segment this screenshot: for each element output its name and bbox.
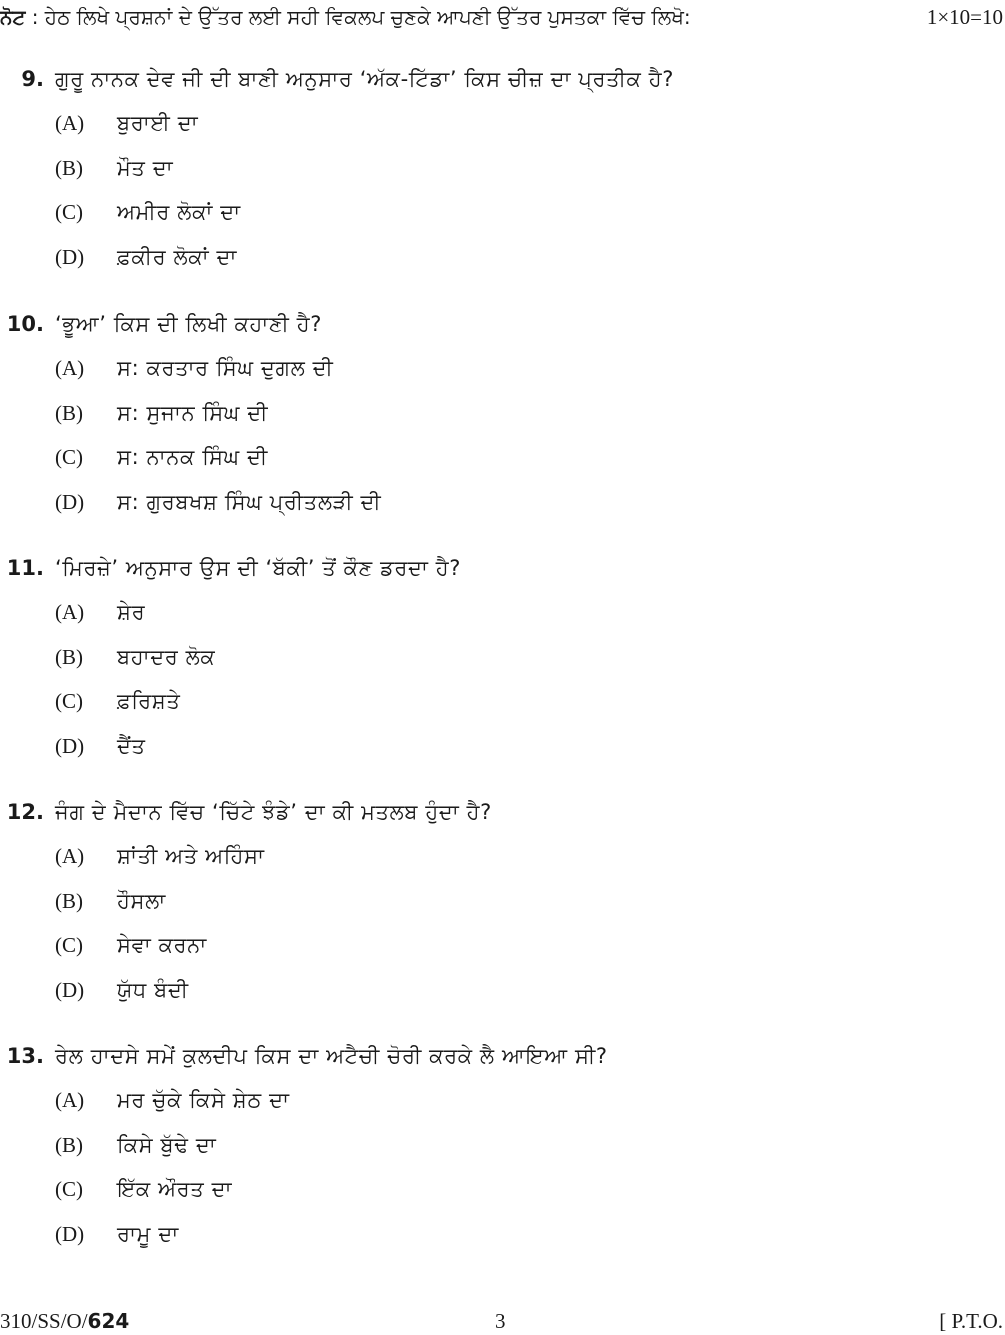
option-text: ਮਰ ਚੁੱਕੇ ਕਿਸੇ ਸ਼ੇਠ ਦਾ [117,1088,290,1112]
option-b [0,398,1005,443]
option-b [0,886,1005,931]
paper-code-number: 624 [87,1309,130,1333]
note-label: ਨੋਟ [0,5,26,29]
question-text: ‘ਮਿਰਜ਼ੇ’ ਅਨੁਸਾਰ ਉਸ ਦੀ ‘ਬੱਕੀ’ ਤੋਂ ਕੌਣ ਡਰਦਾ ਹੈ? [55,556,461,580]
option-key: (A) [55,600,85,624]
option-a [0,597,1005,642]
option-c [0,197,1005,242]
option-text: ਇੱਕ ਔਰਤ ਦਾ [117,1177,233,1201]
option-text: ਦੈਂਤ [117,733,146,758]
question-number: 9. [21,67,44,91]
option-text: ਹੌਸਲਾ [117,888,166,913]
option-key: (B) [55,644,83,669]
option-key: (D) [55,733,85,758]
option-c [0,442,1005,487]
option-list [0,597,1005,775]
option-c [0,1174,1005,1219]
option-c [0,930,1005,975]
question-12 [0,797,1005,1019]
option-text: ਬਹਾਦਰ ਲੋਕ [117,644,216,669]
option-a [0,353,1005,398]
option-text: ਸ: ਕਰਤਾਰ ਸਿੰਘ ਦੁਗਲ ਦੀ [117,356,334,380]
question-number: 13. [6,1044,44,1068]
option-key: (C) [55,1177,83,1201]
question-number: 11. [6,556,44,580]
option-a [0,108,1005,153]
question-13 [0,1041,1005,1263]
option-text: ਕਿਸੇ ਬੁੱਢੇ ਦਾ [117,1132,217,1157]
option-text: ਯੁੱਧ ਬੰਦੀ [117,977,189,1002]
option-key: (A) [55,356,85,380]
option-key: (D) [55,977,85,1002]
question-text: ‘ਭੂਆ’ ਕਿਸ ਦੀ ਲਿਖੀ ਕਹਾਣੀ ਹੈ? [55,312,322,336]
option-text: ਬੁਰਾਈ ਦਾ [117,111,199,135]
option-list [0,1085,1005,1263]
question-10 [0,309,1005,531]
option-d [0,242,1005,287]
option-a [0,1085,1005,1130]
option-b [0,642,1005,687]
note-text: : ਹੇਠ ਲਿਖੇ ਪ੍ਰਸ਼ਨਾਂ ਦੇ ਉੱਤਰ ਲਈ ਸਹੀ ਵਿਕਲਪ ਚੁਣਕੇ ਆਪਣੀ ਉੱਤਰ ਪੁਸਤਕਾ ਵਿੱਚ ਲਿਖੋ: [31,5,691,29]
option-key: (B) [55,1132,83,1157]
instruction-note [0,4,1005,30]
option-d [0,731,1005,776]
option-text: ਸੇਵਾ ਕਰਨਾ [117,933,207,957]
option-key: (B) [55,155,83,180]
paper-code [0,1307,129,1335]
option-text: ਅਮੀਰ ਲੋਕਾਂ ਦਾ [117,200,241,224]
option-text: ਫ਼ਰਿਸ਼ਤੇ [117,689,181,713]
option-a [0,841,1005,886]
option-key: (B) [55,400,83,425]
option-c [0,686,1005,731]
option-d [0,487,1005,532]
paper-code-prefix: 310/SS/O/ [0,1309,88,1333]
option-text: ਫ਼ਕੀਰ ਲੋਕਾਂ ਦਾ [117,244,237,269]
question-number: 12. [6,800,44,824]
option-list [0,841,1005,1019]
option-list [0,353,1005,531]
option-d [0,975,1005,1020]
option-text: ਸ਼ੇਰ [117,600,146,624]
option-key: (D) [55,244,85,269]
marks-allocation: 1×10=10 [926,5,1003,29]
question-text: ਜੰਗ ਦੇ ਮੈਦਾਨ ਵਿੱਚ ‘ਚਿੱਟੇ ਝੰਡੇ’ ਦਾ ਕੀ ਮਤਲਬ ਹੁੰਦਾ ਹੈ? [55,800,492,824]
question-text: ਗੁਰੂ ਨਾਨਕ ਦੇਵ ਜੀ ਦੀ ਬਾਣੀ ਅਨੁਸਾਰ ‘ਅੱਕ-ਟਿੱਡਾ’ ਕਿਸ ਚੀਜ਼ ਦਾ ਪ੍ਰਤੀਕ ਹੈ? [55,67,674,91]
option-key: (A) [55,111,85,135]
option-key: (D) [55,1221,85,1246]
question-number: 10. [6,312,44,336]
option-text: ਸ: ਨਾਨਕ ਸਿੰਘ ਦੀ [117,445,268,469]
option-key: (C) [55,200,83,224]
option-b [0,153,1005,198]
question-9 [0,64,1005,286]
option-key: (D) [55,489,85,514]
question-text: ਰੇਲ ਹਾਦਸੇ ਸਮੇਂ ਕੁਲਦੀਪ ਕਿਸ ਦਾ ਅਟੈਚੀ ਚੋਰੀ ਕਰਕੇ ਲੈ ਆਇਆ ਸੀ? [55,1044,608,1068]
option-key: (C) [55,445,83,469]
option-text: ਸ਼ਾਂਤੀ ਅਤੇ ਅਹਿੰਸਾ [117,844,265,868]
page-footer [0,1307,1005,1335]
option-text: ਮੌਤ ਦਾ [117,155,174,180]
option-key: (A) [55,1088,85,1112]
page-number: 3 [495,1309,506,1333]
option-text: ਸ: ਗੁਰਬਖਸ਼ ਸਿੰਘ ਪ੍ਰੀਤਲੜੀ ਦੀ [117,489,382,514]
option-key: (C) [55,933,83,957]
question-11 [0,553,1005,775]
please-turn-over: [ P.T.O. [939,1309,1003,1333]
option-list [0,108,1005,286]
option-key: (B) [55,888,83,913]
option-d [0,1219,1005,1264]
option-key: (A) [55,844,85,868]
option-text: ਸ: ਸੁਜਾਨ ਸਿੰਘ ਦੀ [117,400,269,425]
option-key: (C) [55,689,83,713]
option-text: ਰਾਮੂ ਦਾ [117,1221,179,1246]
option-b [0,1130,1005,1175]
